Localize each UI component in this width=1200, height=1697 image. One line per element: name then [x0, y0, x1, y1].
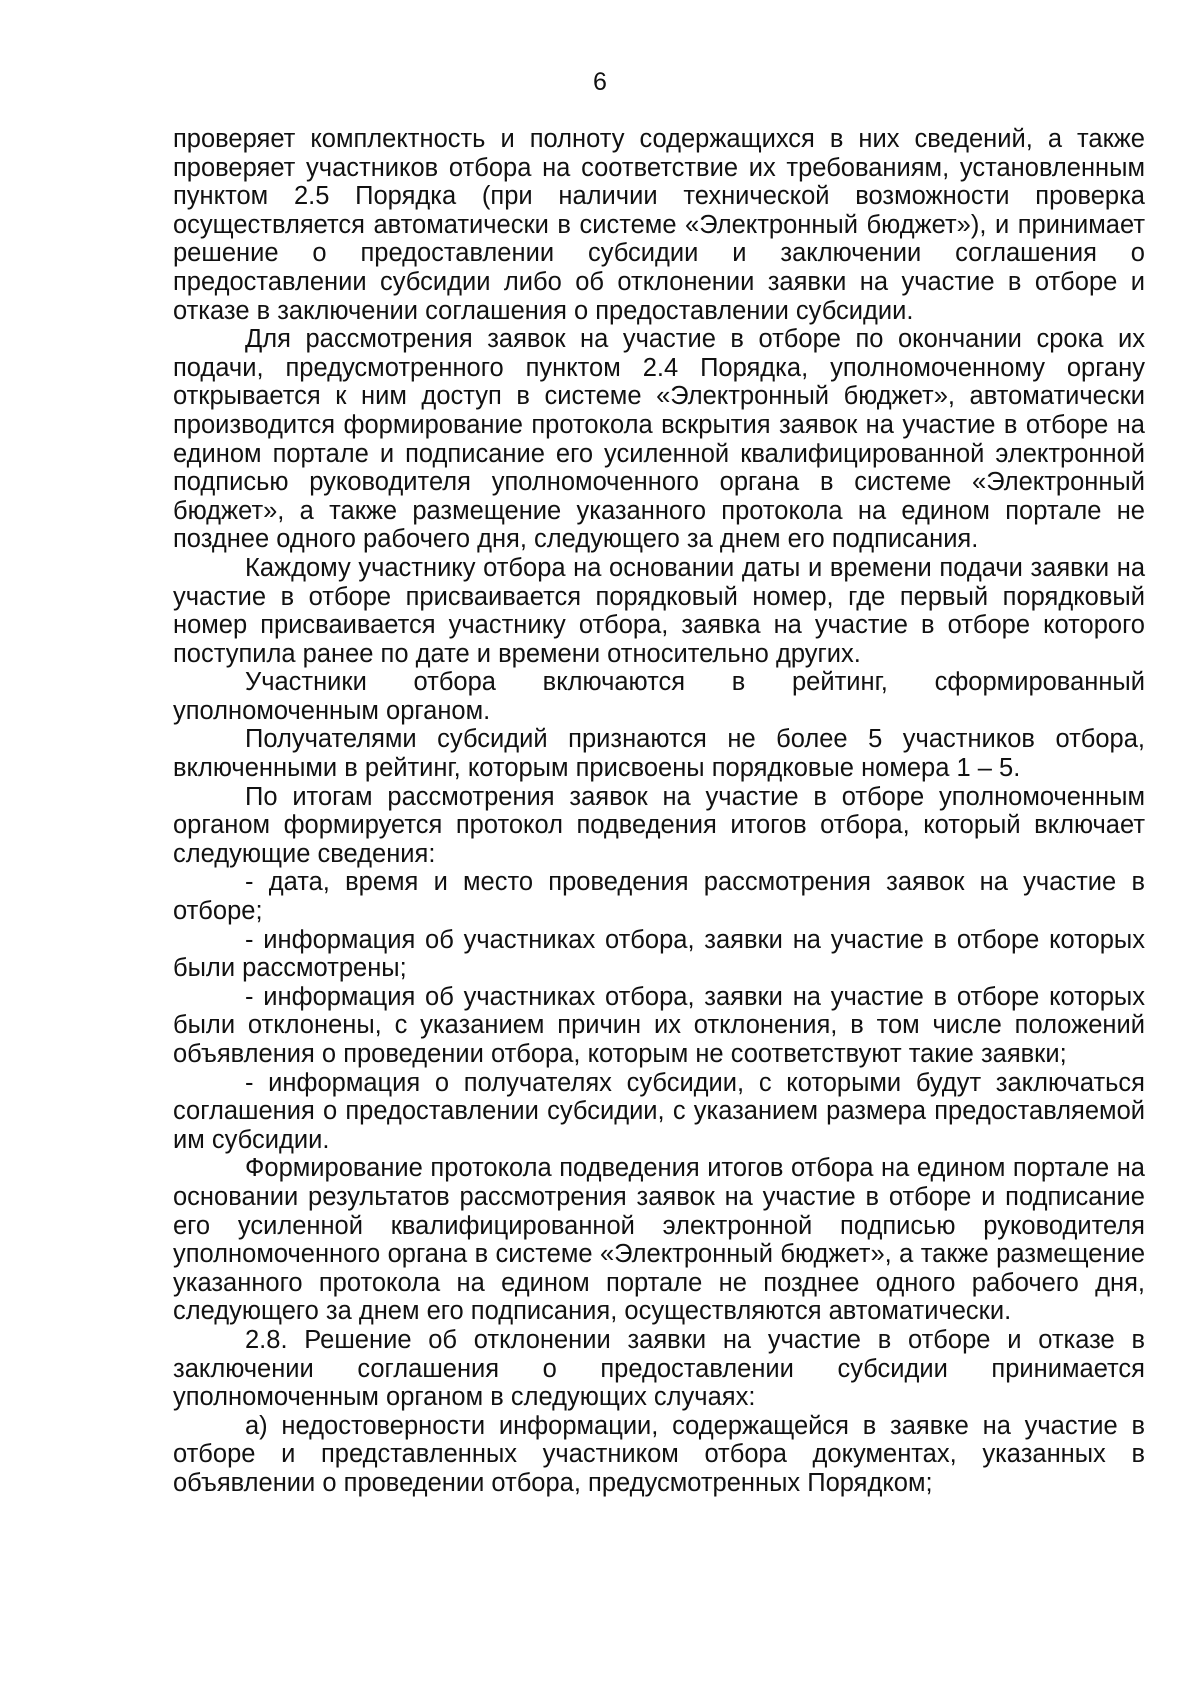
paragraph-results-protocol: По итогам рассмотрения заявок на участие в отборе уполномоченным органом формируется протокол подведения итогов отбора, который включает следующие сведения:: [173, 782, 1145, 868]
paragraph-section-2-8: 2.8. Решение об отклонении заявки на участие в отборе и отказе в заключении соглашения о предоставлении субсидии принимается уполномоченным органом в следующих случаях:: [173, 1325, 1145, 1412]
paragraph-protocol-formation: Формирование протокола подведения итогов отбора на едином портале на основании результатов рассмотрения заявок на участие в отборе и подписание его усиленной квалифицированной электронной подписью руководителя уполномоченного органа в системе «Электронный бюджет», а также размещение указанного протокола на едином портале не позднее одного рабочего дня, следующего за днем его подписания, осуществляются автоматически.: [173, 1154, 1145, 1326]
paragraph-review-access: Для рассмотрения заявок на участие в отборе по окончании срока их подачи, предусмотренного пунктом 2.4 Порядка, уполномоченному органу открывается к ним доступ в системе «Электронный бюджет», автоматически производится формирование протокола вскрытия заявок на участие в отборе на едином портале и подписание его усиленной квалифицированной электронной подписью руководителя уполномоченного органа в системе «Электронный бюджет», а также размещение указанного протокола на едином портале не позднее одного рабочего дня, следующего за днем его подписания.: [173, 325, 1145, 554]
list-item-a: а) недостоверности информации, содержащейся в заявке на участие в отборе и представленных участником отбора документах, указанных в объявлении о проведении отбора, предусмотренных Порядком;: [173, 1411, 1145, 1497]
list-item-rejected: - информация об участниках отбора, заявки на участие в отборе которых были отклонены, с указанием причин их отклонения, в том числе положений объявления о проведении отбора, которым не соответствуют такие заявки;: [173, 982, 1145, 1068]
paragraph-sequence-number: Каждому участнику отбора на основании даты и времени подачи заявки на участие в отборе присваивается порядковый номер, где первый порядковый номер присваивается участнику отбора, заявка на участие в отборе которого поступила ранее по дате и времени относительно других.: [173, 553, 1145, 668]
page-number: 6: [593, 68, 607, 96]
list-item-recipients-info: - информация о получателях субсидии, с которыми будут заключаться соглашения о предоставлении субсидии, с указанием размера предоставляемой им субсидии.: [173, 1068, 1145, 1154]
paragraph-rating: Участники отбора включаются в рейтинг, сформированный уполномоченным органом.: [173, 668, 1145, 725]
list-item-reviewed: - информация об участниках отбора, заявки на участие в отборе которых были рассмотрены;: [173, 925, 1145, 983]
paragraph-continuation: проверяет комплектность и полноту содержащихся в них сведений, а также проверяет участников отбора на соответствие их требованиям, установленным пунктом 2.5 Порядка (при наличии технической возможности проверка осуществляется автоматически в системе «Электронный бюджет»), и принимает решение о предоставлении субсидии и заключении соглашения о предоставлении субсидии либо об отклонении заявки на участие в отборе и отказе в заключении соглашения о предоставлении субсидии.: [173, 125, 1145, 325]
paragraph-recipients: Получателями субсидий признаются не более 5 участников отбора, включенными в рейтинг, которым присвоены порядковые номера 1 – 5.: [173, 725, 1145, 783]
list-item-date-place: - дата, время и место проведения рассмотрения заявок на участие в отборе;: [173, 868, 1145, 926]
document-body: [173, 125, 1145, 1498]
